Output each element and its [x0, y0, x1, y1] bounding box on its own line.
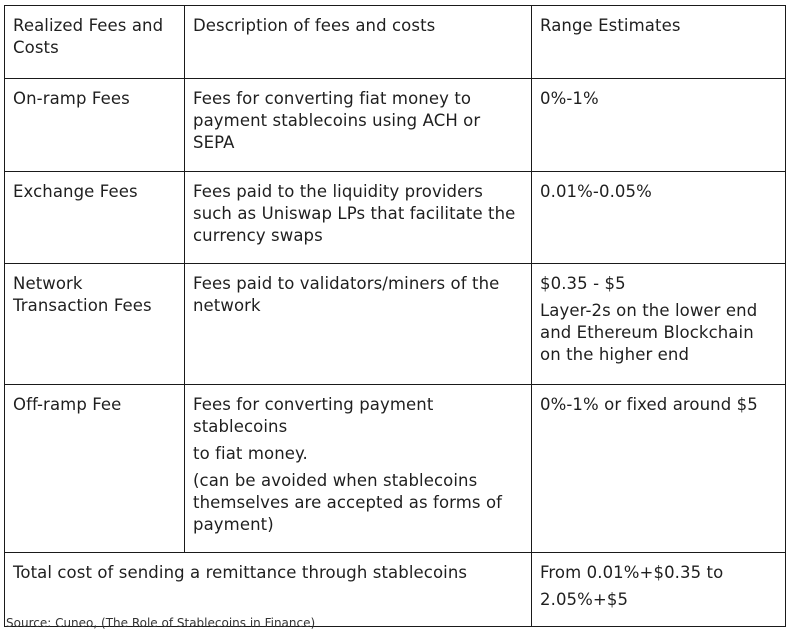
- table-row: [5, 385, 786, 553]
- header-row: [5, 6, 786, 79]
- range-text: $0.35 - $5: [540, 274, 626, 293]
- total-range-line: From 0.01%+$0.35 to: [540, 563, 724, 582]
- description-text: Fees paid to validators/miners of the network: [193, 274, 500, 315]
- description-text: Fees for converting fiat money to payment stablecoins using ACH or SEPA: [193, 89, 481, 152]
- description-text: Fees for converting payment stablecoins: [193, 395, 434, 436]
- fee-range: [532, 385, 786, 553]
- fee-name: Exchange Fees: [5, 172, 185, 264]
- description-text: Fees paid to the liquidity providers such as Uniswap LPs that facilitate the currency swaps: [193, 182, 516, 245]
- total-range-line: 2.05%+$5: [540, 590, 629, 609]
- fee-description: [185, 79, 532, 172]
- fees-table: [4, 5, 786, 627]
- table-row: [5, 79, 786, 172]
- fee-name: Network Transaction Fees: [5, 264, 185, 385]
- fee-description: [185, 385, 532, 553]
- table-row: [5, 264, 786, 385]
- fee-range: [532, 172, 786, 264]
- fee-range: [532, 79, 786, 172]
- fee-range: [532, 264, 786, 385]
- fee-description: [185, 172, 532, 264]
- range-text: 0%-1%: [540, 89, 599, 108]
- source-caption: Source: Cuneo, (The Role of Stablecoins in Finance): [6, 616, 316, 630]
- total-label: Total cost of sending a remittance through stablecoins: [5, 553, 532, 627]
- range-text: 0.01%-0.05%: [540, 182, 652, 201]
- fee-name: Off-ramp Fee: [5, 385, 185, 553]
- description-text: to fiat money.: [193, 444, 308, 463]
- total-range: [532, 553, 786, 627]
- header-range: Range Estimates: [532, 6, 786, 79]
- fee-name: On-ramp Fees: [5, 79, 185, 172]
- description-note: (can be avoided when stablecoins themselves are accepted as forms of payment): [193, 471, 503, 534]
- table-row: [5, 172, 786, 264]
- range-note: Layer-2s on the lower end and Ethereum Blockchain on the higher end: [540, 301, 758, 364]
- fee-description: [185, 264, 532, 385]
- header-description: Description of fees and costs: [185, 6, 532, 79]
- range-text: 0%-1% or fixed around $5: [540, 395, 758, 414]
- header-fees: Realized Fees and Costs: [5, 6, 185, 79]
